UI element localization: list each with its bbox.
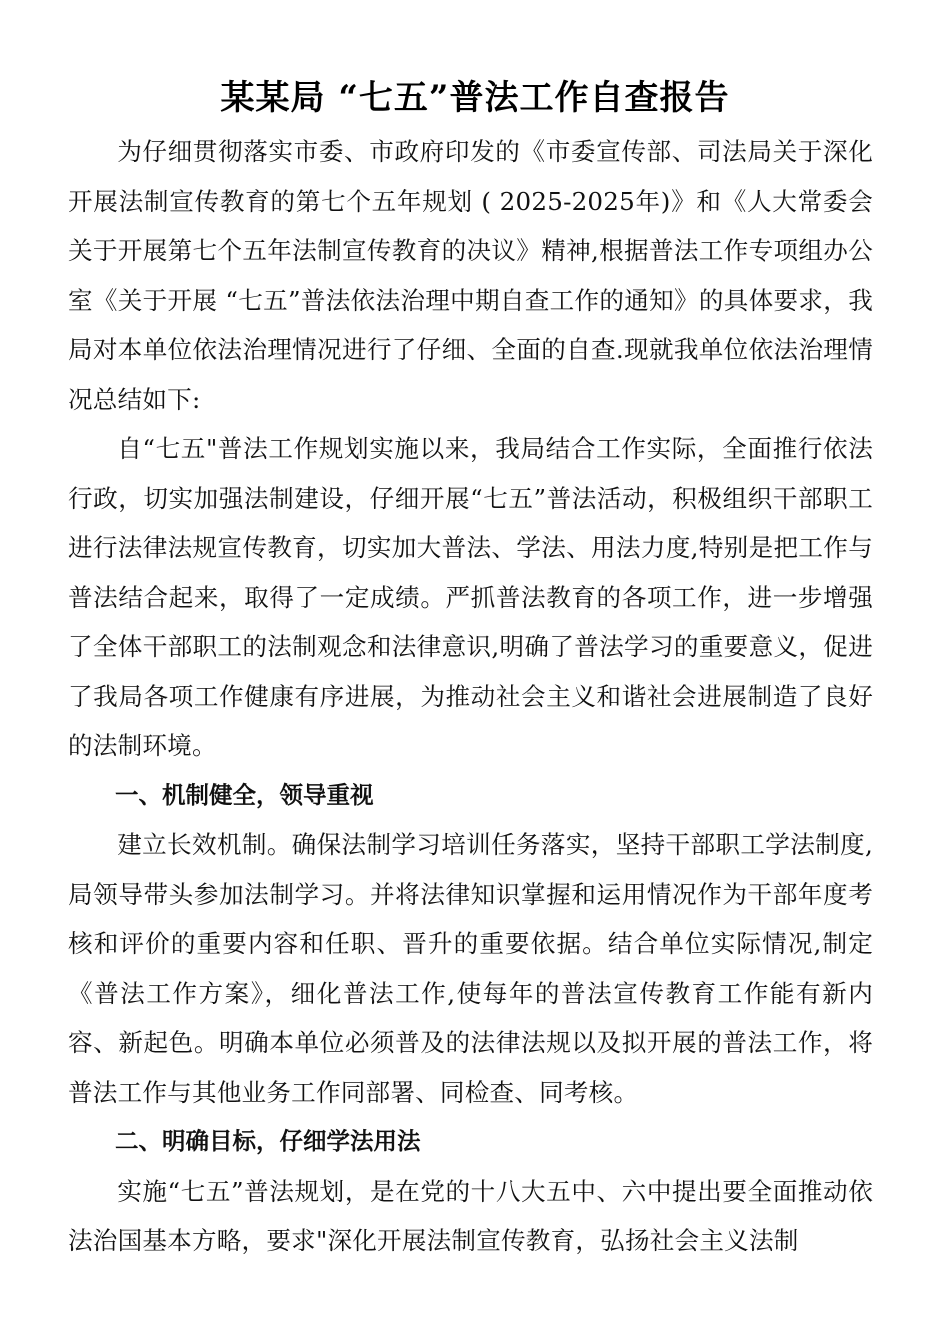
section-heading-1: 一、机制健全，领导重视	[115, 780, 374, 809]
paragraph-section-2: 实施“七五”普法规划，是在党的十八大五中、六中提出要全面推动依法治国基本方略，要求"深化开展法制宣传教育，弘扬社会主义法制	[68, 1176, 873, 1255]
document-title: 某某局 “七五”普法工作自查报告	[220, 78, 730, 118]
section-heading-2: 二、明确目标，仔细学法用法	[115, 1127, 421, 1155]
paragraph-section-1: 建立长效机制。确保法制学习培训任务落实，坚持干部职工学法制度,局领导带头参加法制学习。并将法律知识掌握和运用情况作为干部年度考核和评价的重要内容和任职、晋升的重要依据。结合单位实际情况,制定《普法工作方案》，细化普法工作,使每年的普法宣传教育工作能有新内容、新起色。明确本单位必须普及的法律法规以及拟开展的普法工作，将普法工作与其他业务工作同部署、同检查、同考核。	[68, 830, 873, 1107]
paragraph-intro: 为仔细贯彻落实市委、市政府印发的《市委宣传部、司法局关于深化开展法制宣传教育的第七个五年规划 ( 2025-2025年)》和《人大常委会关于开展第七个五年法制宣传教育的决议》精神,根据普法工作专项组办公室《关于开展 “七五”普法依法治理中期自查工作的通知》的具体要求，我局对本单位依法治理情况进行了仔细、全面的自查.现就我单位依法治理情况总结如下:	[68, 137, 873, 414]
document-body	[68, 127, 873, 1266]
paragraph-overview: 自“七五"普法工作规划实施以来，我局结合工作实际，全面推行依法行政，切实加强法制建设，仔细开展“七五”普法活动，积极组织干部职工进行法律法规宣传教育，切实加大普法、学法、用法力度,特别是把工作与普法结合起来，取得了一定成绩。严抓普法教育的各项工作，进一步增强了全体干部职工的法制观念和法律意识,明确了普法学习的重要意义，促进了我局各项工作健康有序进展，为推动社会主义和谐社会进展制造了良好的法制环境。	[68, 434, 873, 760]
